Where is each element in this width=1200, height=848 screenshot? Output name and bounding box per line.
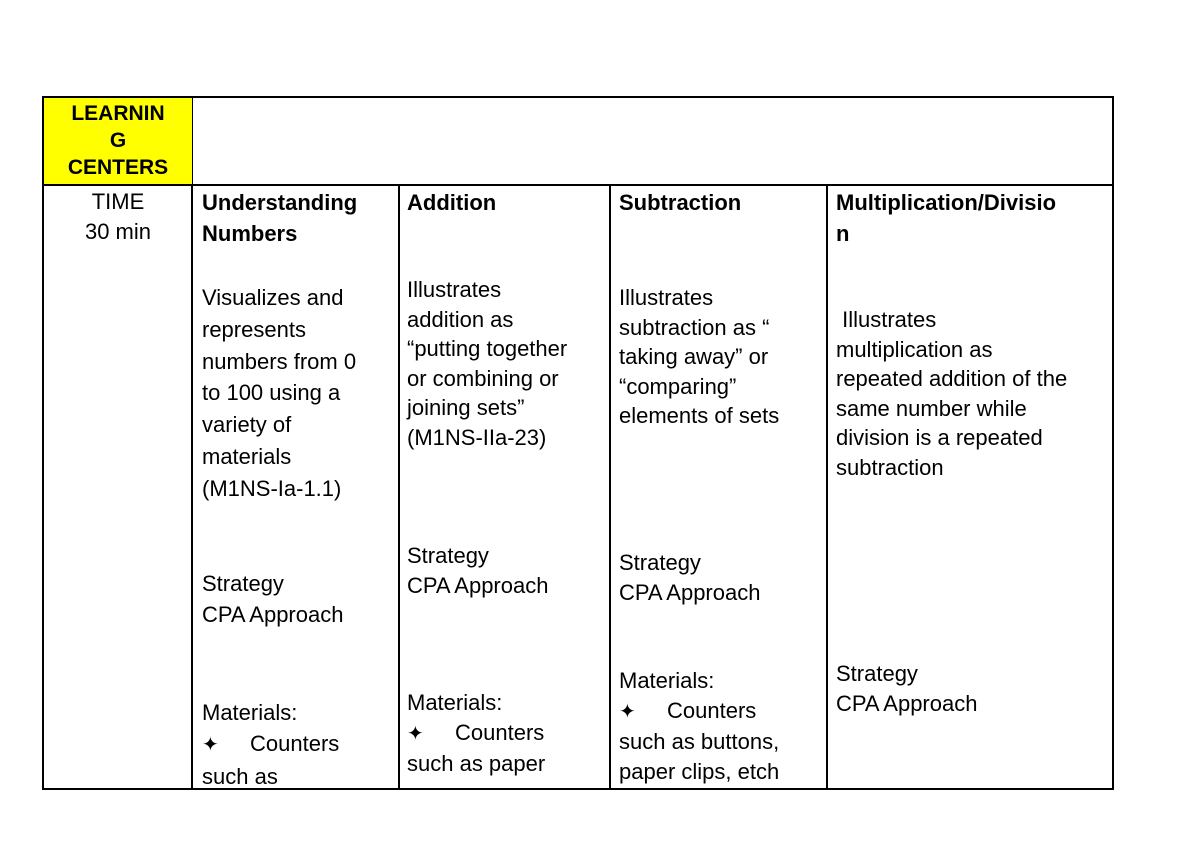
table-divider	[42, 184, 1114, 186]
strategy-subtraction: Strategy CPA Approach	[619, 550, 761, 605]
time-cell	[44, 187, 192, 247]
four-point-star-icon: ✦	[619, 700, 636, 723]
column-title-subtraction: Subtraction	[619, 190, 742, 215]
materials-understanding-numbers: Materials: ✦ Counters such as	[202, 700, 340, 789]
table-divider	[609, 184, 611, 790]
header-text: G	[109, 129, 127, 152]
learning-centers-header	[44, 98, 192, 184]
four-point-star-icon: ✦	[407, 722, 424, 745]
materials-subtraction: Materials: ✦ Counters such as buttons, paper clips, etch	[619, 668, 780, 784]
strategy-addition: Strategy CPA Approach	[407, 543, 549, 598]
competency-subtraction: Illustrates subtraction as “ taking away” or “comparing” elements of sets	[619, 285, 780, 428]
competency-addition: Illustrates addition as “putting together or combining or joining sets” (M1NS-IIa-23)	[407, 277, 568, 450]
header-text: CENTERS	[67, 156, 169, 179]
strategy-understanding-numbers: Strategy CPA Approach	[202, 571, 344, 627]
table-divider	[826, 184, 828, 790]
column-title-understanding-numbers: Understanding Numbers	[202, 190, 358, 246]
competency-understanding-numbers: Visualizes and represents numbers from 0 to 100 using a variety of materials (M1NS-Ia-1.1)	[202, 285, 357, 501]
table-divider	[398, 184, 400, 790]
four-point-star-icon: ✦	[202, 734, 219, 756]
time-label: TIME	[91, 189, 145, 214]
column-title-addition: Addition	[407, 190, 497, 215]
strategy-multiplication-division: Strategy CPA Approach	[836, 661, 978, 716]
header-text: LEARNIN	[71, 102, 165, 125]
competency-multiplication-division: Illustrates multiplication as repeated addition of the same number while division is a repeated subtraction	[836, 307, 1068, 480]
time-value: 30 min	[84, 219, 152, 244]
column-title-multiplication-division: Multiplication/Divisio n	[836, 190, 1057, 246]
materials-addition: Materials: ✦ Counters such as paper	[407, 690, 546, 776]
